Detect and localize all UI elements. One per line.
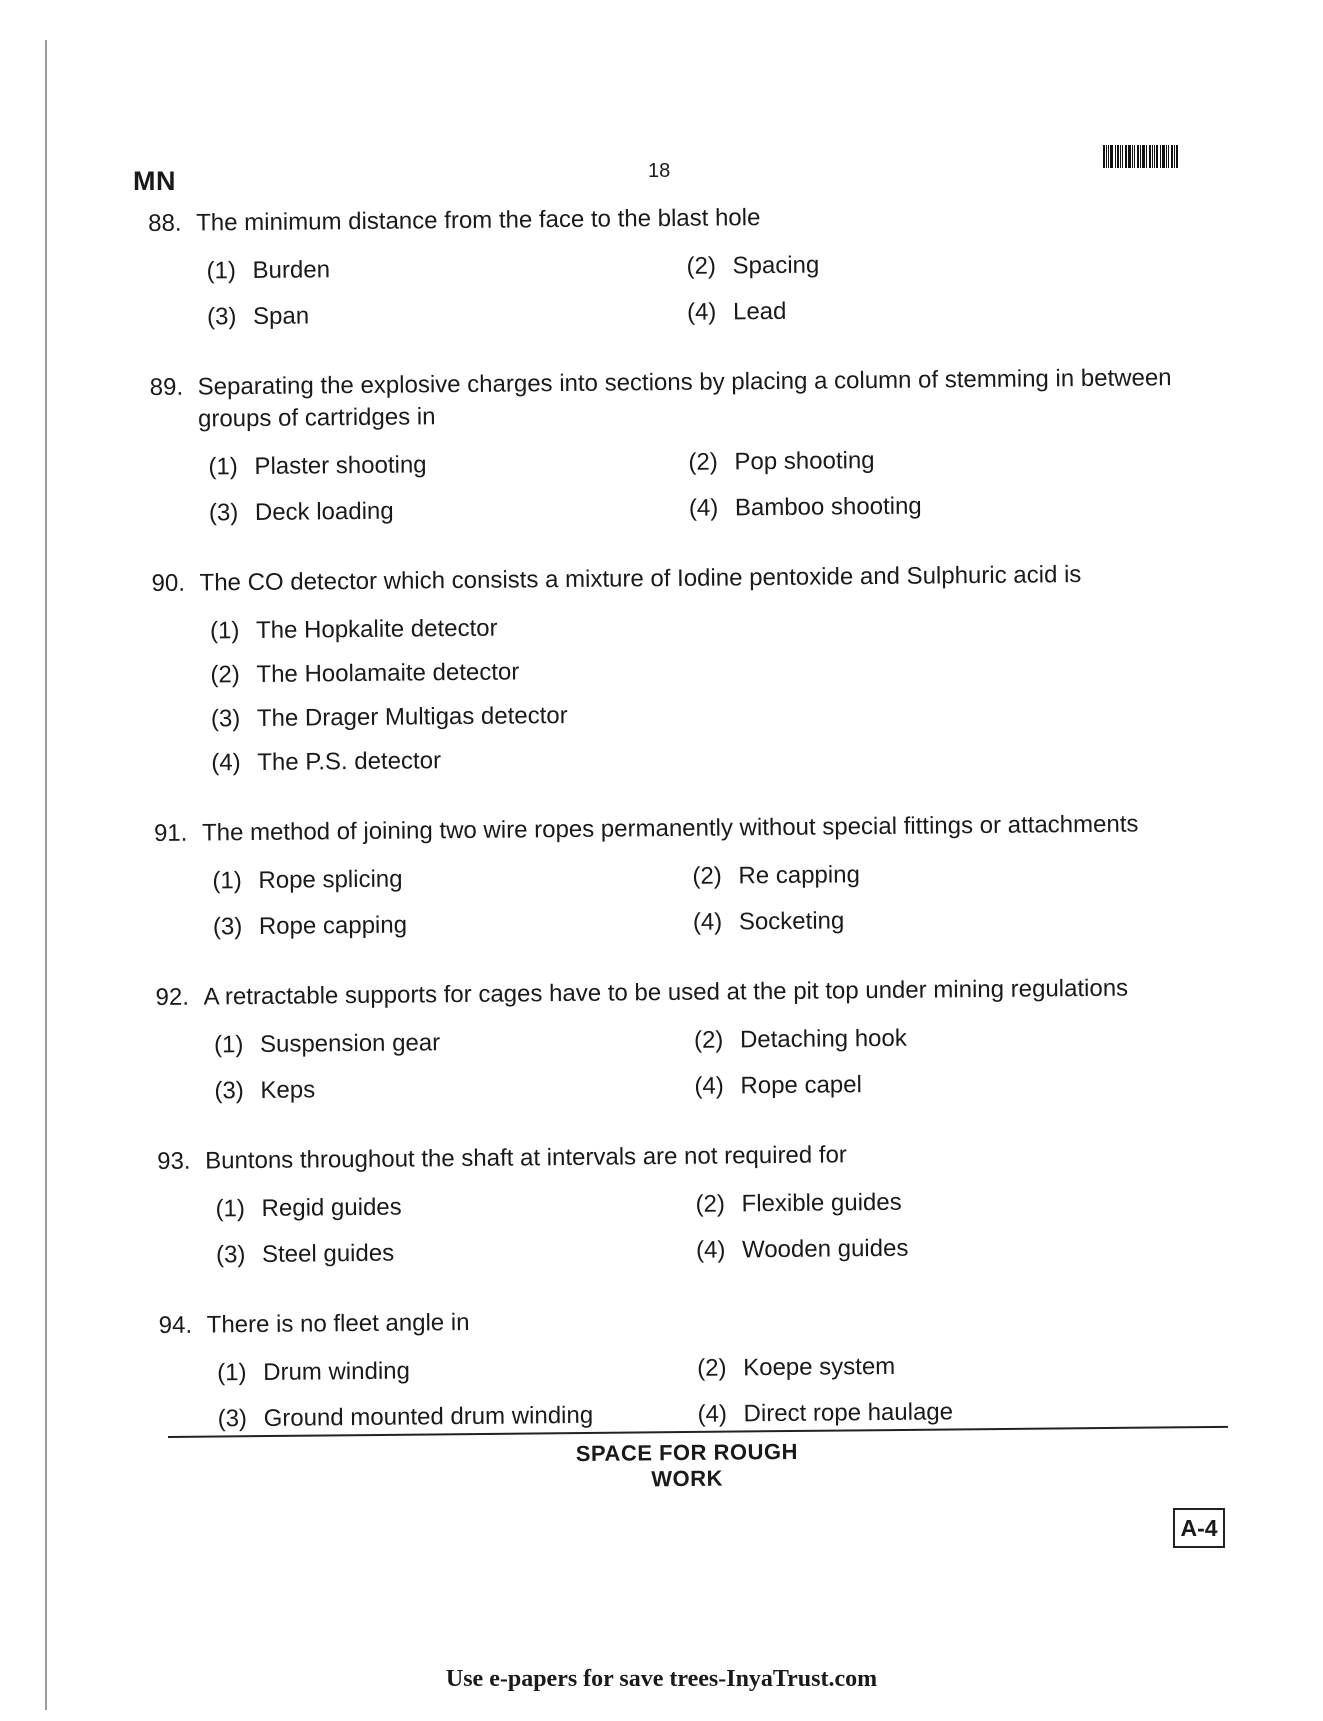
- option-number: (3): [212, 913, 243, 941]
- option-2: [686, 246, 1166, 283]
- barcode-bar: [1154, 145, 1155, 168]
- booklet-code: A-4: [1173, 1508, 1225, 1548]
- option-number: (4): [211, 749, 241, 777]
- option-4: [697, 1394, 1177, 1431]
- option-text: Steel guides: [261, 1239, 395, 1268]
- question-text: Buntons throughout the shaft at intervals are not required for: [205, 1141, 847, 1175]
- question-88: [148, 198, 1199, 334]
- question-number: 93.: [157, 1147, 191, 1175]
- option-1: [208, 447, 688, 484]
- question-number: 89.: [149, 373, 184, 401]
- option-text: Pop shooting: [734, 447, 875, 476]
- barcode-bar: [1132, 145, 1133, 168]
- option-2: [210, 650, 1170, 691]
- option-number: (2): [693, 1026, 724, 1054]
- option-number: (3): [215, 1241, 246, 1269]
- barcode-bar: [1168, 145, 1169, 168]
- option-4: [693, 902, 1173, 939]
- option-text: Lead: [732, 297, 787, 326]
- barcode-bar: [1117, 145, 1119, 168]
- question-text: The minimum distance from the face to the blast hole: [196, 204, 761, 237]
- option-number: (4): [695, 1236, 726, 1264]
- barcode-bar: [1122, 145, 1123, 168]
- option-number: (1): [217, 1359, 247, 1387]
- option-number: (3): [208, 499, 239, 527]
- option-2: [694, 1020, 1174, 1057]
- option-text: Drum winding: [263, 1357, 411, 1386]
- question-90: [151, 558, 1203, 780]
- option-text: The Drager Multigas detector: [256, 701, 568, 732]
- option-number: (1): [215, 1195, 246, 1223]
- barcode: [1103, 145, 1195, 168]
- option-text: Suspension gear: [259, 1029, 441, 1058]
- option-text: Rope capel: [740, 1071, 862, 1100]
- subject-code: MN: [133, 166, 176, 196]
- option-number: (2): [210, 661, 240, 689]
- barcode-bar: [1149, 145, 1151, 168]
- option-3: [207, 297, 687, 334]
- option-number: (4): [688, 494, 719, 522]
- option-number: (2): [692, 862, 722, 890]
- option-text: Deck loading: [254, 497, 394, 526]
- option-text: The Hoolamaite detector: [256, 658, 520, 688]
- barcode-bar: [1128, 145, 1131, 168]
- option-1: [206, 251, 686, 288]
- option-number: (2): [686, 252, 717, 280]
- barcode-bar: [1142, 145, 1145, 168]
- option-number: (3): [217, 1405, 248, 1433]
- option-text: Rope splicing: [258, 865, 403, 894]
- option-2: [697, 1348, 1177, 1385]
- question-89: [150, 362, 1201, 530]
- option-text: Bamboo shooting: [734, 492, 922, 522]
- question-93: [157, 1136, 1208, 1272]
- option-4: [689, 488, 1169, 525]
- option-text: Re capping: [738, 861, 860, 890]
- option-3: [214, 1071, 694, 1108]
- barcode-bar: [1134, 145, 1135, 168]
- barcode-bar: [1125, 145, 1127, 168]
- option-number: (1): [209, 617, 240, 645]
- question-text: The method of joining two wire ropes permanently without special fittings or attachments: [201, 810, 1139, 847]
- barcode-bar: [1110, 145, 1113, 168]
- option-number: (4): [697, 1400, 728, 1428]
- question-number: 92.: [155, 983, 190, 1011]
- option-text: Burden: [252, 256, 331, 284]
- question-number: 88.: [148, 209, 182, 237]
- barcode-bar: [1108, 145, 1109, 168]
- footer-note: Use e-papers for save trees-InyaTrust.com: [445, 1666, 878, 1692]
- option-text: Keps: [260, 1076, 316, 1104]
- option-1: [212, 861, 692, 898]
- option-text: Plaster shooting: [254, 451, 427, 480]
- question-text: There is no fleet angle in: [206, 1308, 470, 1339]
- option-2: [688, 442, 1168, 479]
- option-text: Flexible guides: [741, 1188, 902, 1218]
- question-text: Separating the explosive charges into sections by placing a column of stemming in between groups of cartridges in: [197, 364, 1172, 433]
- option-text: Ground mounted drum winding: [263, 1401, 594, 1432]
- option-text: Rope capping: [258, 911, 408, 940]
- barcode-bar: [1160, 145, 1161, 168]
- question-list: [148, 198, 1210, 1474]
- rough-work-label: SPACE FOR ROUGH WORK: [575, 1438, 799, 1492]
- binding-margin-line: [45, 40, 47, 1710]
- barcode-bar: [1176, 145, 1178, 168]
- option-text: Detaching hook: [739, 1024, 907, 1054]
- option-text: Koepe system: [743, 1352, 896, 1382]
- question-number: 94.: [158, 1311, 193, 1339]
- option-1: [210, 606, 1170, 647]
- option-4: [687, 292, 1167, 329]
- option-text: Spacing: [732, 251, 820, 280]
- option-3: [209, 493, 689, 530]
- option-text: Socketing: [738, 907, 845, 936]
- barcode-bar: [1174, 145, 1175, 168]
- option-number: (1): [213, 1031, 244, 1059]
- question-number: 90.: [151, 569, 186, 597]
- option-number: (2): [695, 1190, 726, 1218]
- option-number: (3): [214, 1077, 244, 1105]
- option-number: (2): [688, 448, 718, 476]
- option-number: (4): [692, 908, 723, 936]
- option-1: [214, 1025, 694, 1062]
- option-text: Regid guides: [261, 1193, 402, 1222]
- question-number: 91.: [153, 819, 188, 847]
- question-91: [154, 808, 1205, 944]
- option-number: (4): [694, 1072, 724, 1100]
- option-3: [217, 1399, 697, 1436]
- barcode-bar: [1140, 145, 1141, 168]
- option-number: (2): [697, 1354, 727, 1382]
- page-number: 18: [648, 160, 671, 182]
- option-text: Direct rope haulage: [743, 1398, 954, 1428]
- option-2: [695, 1184, 1175, 1221]
- barcode-bar: [1152, 145, 1153, 168]
- barcode-bar: [1166, 145, 1167, 168]
- barcode-bar: [1146, 145, 1147, 168]
- option-3: [216, 1235, 696, 1272]
- option-number: (1): [208, 453, 238, 481]
- barcode-bar: [1171, 145, 1173, 168]
- option-4: [694, 1066, 1174, 1103]
- barcode-bar: [1120, 145, 1121, 168]
- question-text: The CO detector which consists a mixture of Iodine pentoxide and Sulphuric acid is: [199, 561, 1082, 597]
- option-1: [215, 1189, 695, 1226]
- question-text: A retractable supports for cages have to be used at the pit top under mining regulations: [203, 974, 1129, 1011]
- question-94: [159, 1300, 1210, 1436]
- option-3: [213, 907, 693, 944]
- option-number: (1): [212, 867, 242, 895]
- option-number: (1): [206, 257, 237, 285]
- barcode-bar: [1106, 145, 1107, 168]
- barcode-bar: [1156, 145, 1158, 168]
- question-92: [155, 972, 1206, 1108]
- option-4: [696, 1230, 1176, 1267]
- barcode-bar: [1162, 145, 1165, 168]
- option-text: Wooden guides: [741, 1234, 909, 1264]
- option-4: [211, 738, 1171, 779]
- barcode-bar: [1115, 145, 1116, 168]
- barcode-bar: [1103, 145, 1105, 168]
- option-text: Span: [252, 302, 310, 330]
- option-number: (3): [206, 303, 237, 331]
- option-3: [211, 694, 1171, 735]
- option-1: [217, 1353, 697, 1390]
- option-number: (4): [686, 298, 717, 326]
- option-text: The P.S. detector: [257, 747, 442, 776]
- option-number: (3): [210, 705, 241, 733]
- option-text: The Hopkalite detector: [255, 614, 498, 644]
- option-2: [692, 856, 1172, 893]
- barcode-bar: [1137, 145, 1139, 168]
